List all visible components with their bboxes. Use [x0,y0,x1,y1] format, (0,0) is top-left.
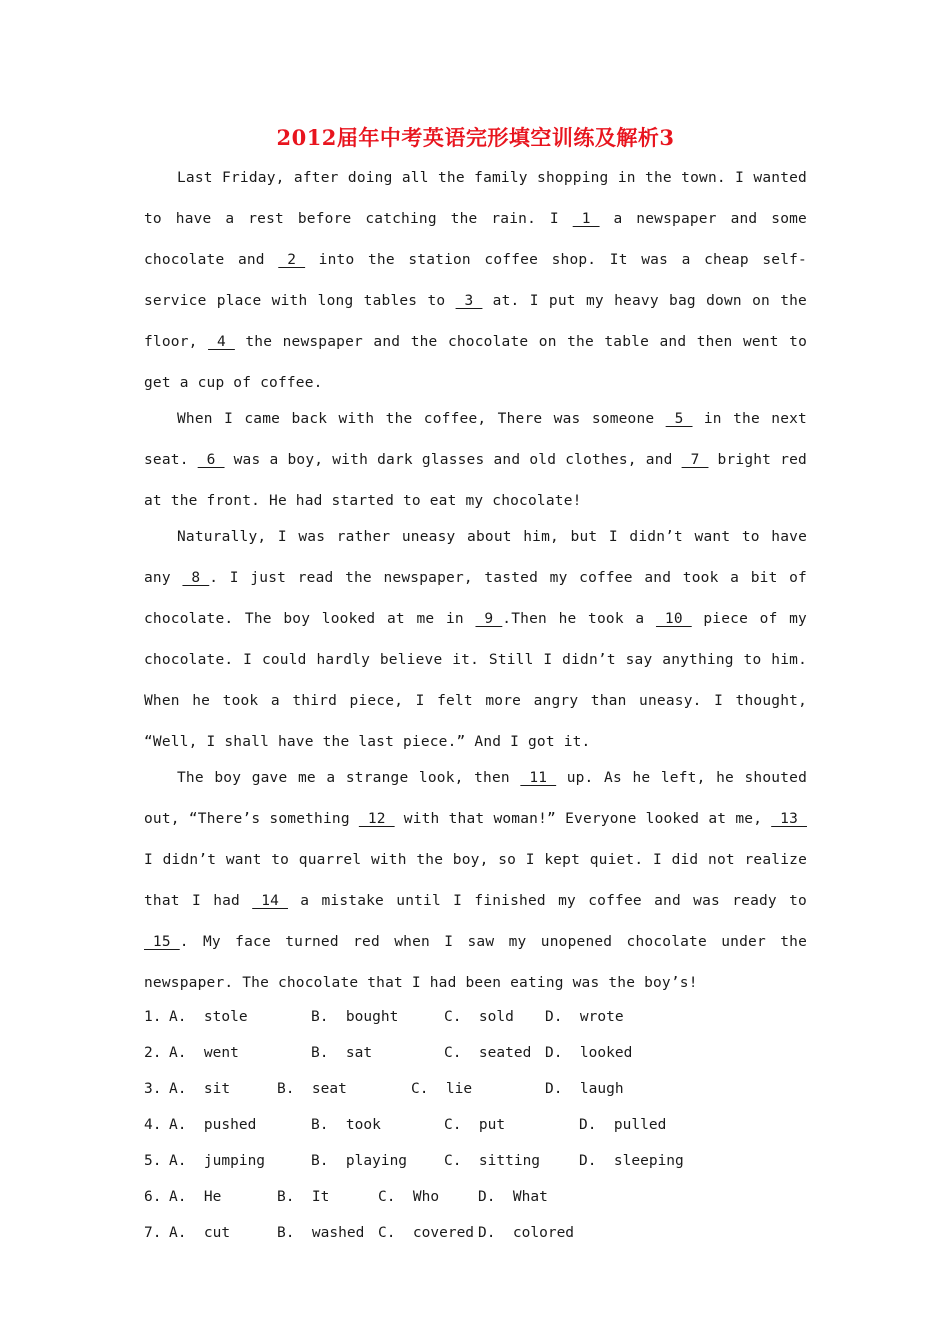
cloze-passage [144,158,807,1004]
option-a: A. cut [169,1225,231,1241]
option-d: D. looked [545,1045,633,1061]
passage-text: in the next seat. [144,411,807,468]
option-a: A. He [169,1189,222,1205]
passage-text: with that woman!” Everyone looked at me, [394,811,772,827]
option-d: D. wrote [545,1009,624,1025]
option-b: B. It [277,1189,330,1205]
passage-text: . I just read the newspaper, tasted my coffee and took a bit of chocolate. The boy looked at me in [144,570,807,627]
option-b: B. took [311,1117,381,1133]
option-row [144,1107,807,1143]
option-d: D. pulled [579,1117,667,1133]
passage-text: The boy gave me a strange look, then [177,770,521,786]
option-c: C. seated [444,1045,532,1061]
option-c: C. sold [444,1009,514,1025]
blank-number: _9_ [475,611,503,627]
passage-text: a mistake until I finished my coffee and was ready to [288,893,807,909]
question-number: 6. [144,1189,162,1205]
option-a: A. jumping [169,1153,266,1169]
blank-number: _10_ [655,611,692,627]
passage-text: bright red at the front. He had started to eat my chocolate! [144,452,807,509]
option-c: C. covered [378,1225,475,1241]
option-c: C. Who [378,1189,440,1205]
option-row [144,1035,807,1071]
option-a: A. stole [169,1009,248,1025]
option-b: B. sat [311,1045,373,1061]
option-row [144,1179,807,1215]
question-number: 5. [144,1153,162,1169]
document-title: 2012届年中考英语完形填空训练及解析3 [276,125,675,150]
blank-number: _11_ [520,770,557,786]
passage-text: was a boy, with dark glasses and old clothes, and [224,452,682,468]
option-row [144,1215,807,1251]
blank-number: _13_ [771,811,807,827]
option-b: B. bought [311,1009,399,1025]
question-number: 7. [144,1225,162,1241]
option-row [144,1071,807,1107]
blank-number: _1_ [572,211,600,227]
passage-text: . My face turned red when I saw my unopened chocolate under the newspaper. The chocolate that I had been eating was the boy’s! [144,934,807,991]
blank-number: _12_ [358,811,395,827]
passage-paragraph [144,399,807,522]
blank-number: _15_ [144,934,180,950]
option-d: D. sleeping [579,1153,684,1169]
passage-text: into the station coffee shop. It was a cheap self-service place with long tables to [144,252,807,309]
passage-text: Last Friday, after doing all the family shopping in the town. I wanted to have a rest before catching the rain. I [144,170,807,227]
option-a: A. pushed [169,1117,257,1133]
passage-paragraph [144,158,807,404]
blank-number: _3_ [455,293,483,309]
blank-number: _2_ [278,252,306,268]
option-c: C. sitting [444,1153,541,1169]
question-number: 2. [144,1045,162,1061]
passage-text: I didn’t want to quarrel with the boy, so I kept quiet. I did not realize that I had [144,852,807,909]
passage-paragraph [144,758,807,1004]
option-c: C. put [444,1117,506,1133]
answer-options [144,999,807,1251]
option-a: A. went [169,1045,239,1061]
passage-text: up. As he left, he shouted out, “There’s something [144,770,807,827]
option-row [144,999,807,1035]
option-b: B. washed [277,1225,365,1241]
blank-number: _5_ [665,411,693,427]
question-number: 3. [144,1081,162,1097]
passage-text: at. I put my heavy bag down on the floor, [144,293,807,350]
option-a: A. sit [169,1081,231,1097]
option-row [144,1143,807,1179]
option-b: B. playing [311,1153,408,1169]
blank-number: _4_ [208,334,235,350]
blank-number: _8_ [182,570,210,586]
document-page [144,118,807,1251]
option-c: C. lie [411,1081,473,1097]
option-b: B. seat [277,1081,347,1097]
question-number: 1. [144,1009,162,1025]
passage-text: When I came back with the coffee, There was someone [177,411,666,427]
option-d: D. colored [478,1225,575,1241]
passage-paragraph [144,517,807,763]
blank-number: _7_ [681,452,709,468]
blank-number: _6_ [197,452,225,468]
passage-text: a newspaper and some chocolate and [144,211,807,268]
option-d: D. What [478,1189,548,1205]
passage-text: the newspaper and the chocolate on the table and then went to get a cup of coffee. [144,334,807,391]
passage-text: .Then he took a [502,611,656,627]
option-d: D. laugh [545,1081,624,1097]
passage-text: Naturally, I was rather uneasy about him, but I didn’t want to have any [144,529,807,586]
blank-number: _14_ [252,893,288,909]
passage-text: piece of my chocolate. I could hardly believe it. Still I didn’t say anything to him. When he took a third piece, I felt more angry than uneasy. I thought, “Well, I shall have the last piece.” And I got it. [144,611,807,750]
question-number: 4. [144,1117,162,1133]
